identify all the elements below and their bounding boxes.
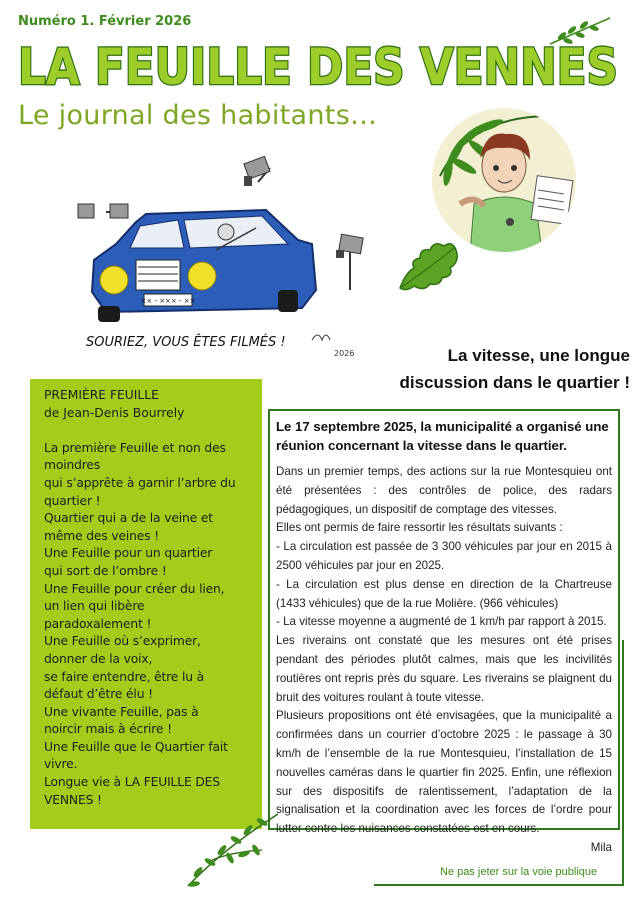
svg-text:×× - ××× - ××: ×× - ××× - ×× — [140, 297, 196, 305]
article-paragraph: - La circulation est passée de 3 300 véhicules par jour en 2015 à 2500 véhicules par jour en 2025. — [276, 540, 612, 572]
poem-line: se faire entendre, être lu à — [44, 669, 205, 684]
footer-note: Ne pas jeter sur la voie publique — [440, 866, 598, 878]
poem-line: La première Feuille et non des — [44, 440, 226, 455]
poem-line: noircir mais à écrire ! — [44, 722, 172, 737]
article-paragraph: Les riverains ont constaté que les mesures ont été prises pendant des périodes plutôt calmes, mais que les incivilités routières ont repris près du square. Les riverains se plaignent du bruit des voitures roulant à toute vitesse. — [276, 634, 612, 704]
article-paragraph: - La circulation est plus dense en direction de la Chartreuse (1433 véhicules) que de la rue Molière. (966 véhicules) — [276, 577, 612, 610]
poem-line: qui s’apprête à garnir l’arbre du — [44, 475, 236, 490]
poem-line: défaut d’être élu ! — [44, 687, 153, 702]
oak-leaf-icon — [394, 232, 464, 296]
article-paragraph: - La vitesse moyenne a augmenté de 1 km/h par rapport à 2015. — [276, 615, 607, 629]
svg-text:LA FEUILLE DES VENNES: LA FEUILLE DES VENNES — [18, 38, 618, 96]
poem-title: PREMIÈRE FEUILLE — [44, 388, 159, 402]
poem-line: quartier ! — [44, 493, 101, 508]
poem-line: VENNES ! — [44, 792, 102, 807]
article-author: Mila — [590, 840, 612, 854]
poem-line: moindres — [44, 458, 101, 473]
poem-line: paradoxalement ! — [44, 616, 152, 631]
svg-text:2026: 2026 — [334, 349, 355, 358]
poem-lines — [44, 440, 248, 809]
poem-line: Une Feuille où s’exprimer, — [44, 634, 201, 649]
poem-line: un lien qui libère — [44, 599, 145, 614]
poem-line: Une Feuille pour un quartier — [44, 546, 213, 561]
article-paragraphs — [276, 463, 612, 839]
leaf-branch-icon — [182, 800, 282, 890]
poem-line: Une vivante Feuille, pas à — [44, 704, 199, 719]
masthead-title — [14, 32, 624, 94]
car-illustration — [66, 140, 366, 365]
article-lead: Le 17 septembre 2025, la municipalité a organisé une réunion concernant la vitesse dans le quartier. — [276, 419, 609, 453]
article-body — [276, 417, 612, 854]
article-headline: La vitesse, une longue discussion dans le quartier ! — [399, 346, 630, 392]
svg-text:SOURIEZ, VOUS ÊTES FILMÉS !: SOURIEZ, VOUS ÊTES FILMÉS ! — [86, 335, 286, 350]
poem-line: donner de la voix, — [44, 651, 153, 666]
poem-line: Une Feuille que le Quartier fait — [44, 739, 228, 754]
poem-line: Une Feuille pour créer du lien, — [44, 581, 225, 596]
poem-line: Longue vie à LA FEUILLE DES — [44, 775, 220, 790]
poem-line: vivre. — [44, 757, 78, 772]
poem-box — [30, 379, 262, 829]
article-paragraph: Elles ont permis de faire ressortir les résultats suivants : — [276, 521, 563, 535]
poem-line: même des veines ! — [44, 528, 159, 543]
article-paragraph: Dans un premier temps, des actions sur la rue Montesquieu ont été présentées : des contrôles de police, des radars pédagogiques, un dispositif de comptage des vitesses. — [276, 465, 612, 516]
poem-line: Quartier qui a de la veine et — [44, 511, 213, 526]
subtitle: Le journal des habitants… — [18, 100, 378, 131]
poem-line: qui sort de l’ombre ! — [44, 563, 167, 578]
poem-byline: de Jean-Denis Bourrely — [44, 405, 185, 420]
issue-number: Numéro 1. Février 2026 — [18, 14, 192, 29]
article-paragraph: Plusieurs propositions ont été envisagées, que la municipalité a confirmées dans un courrier d’octobre 2025 : le passage à 30 km/h de l’ensemble de la rue Montesquieu, l’installation de 15 nouvelles caméras dans le quartier fin 2025. Enfin, une réflexion sur des dispositifs de ralentissement, l’adaptation de la signalisation et la coordination avec les forces de l’ordre pour lutter contre les nuisances constatées est en cours. — [276, 709, 612, 836]
